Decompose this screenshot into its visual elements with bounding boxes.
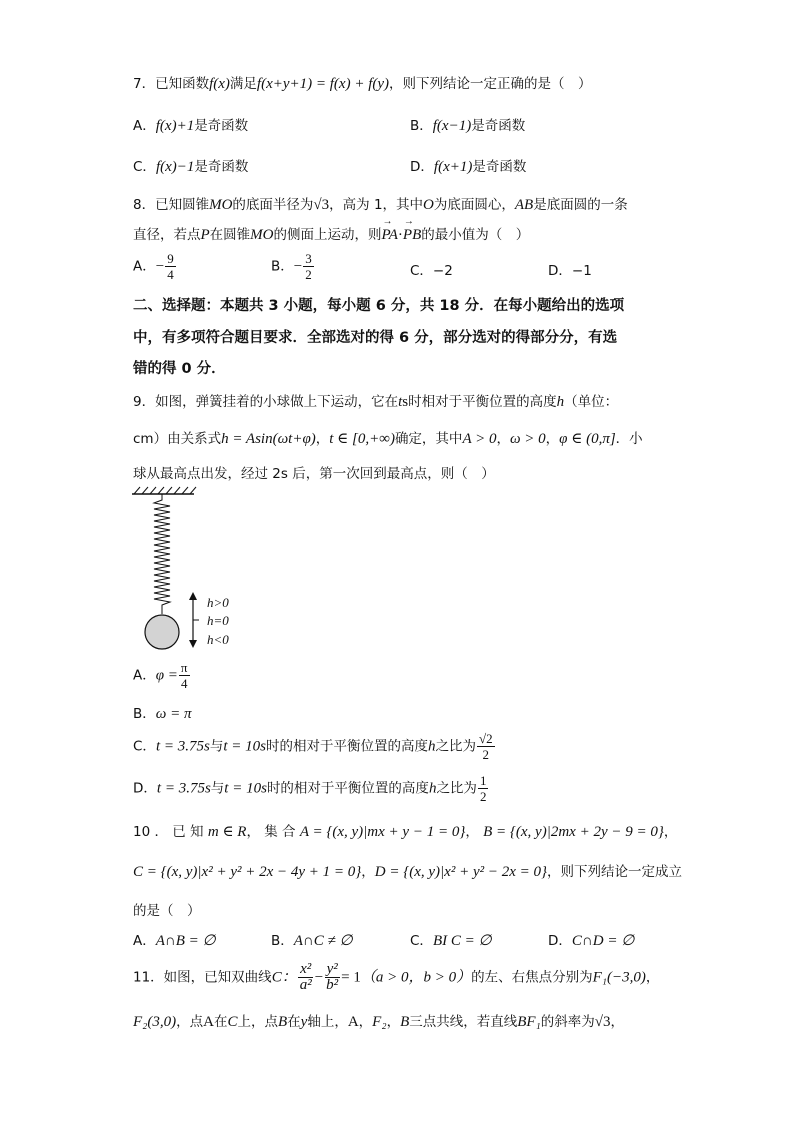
q11-text: 在 xyxy=(213,1014,228,1030)
q10-option-d[interactable] xyxy=(548,929,634,950)
q11-point: A xyxy=(203,1014,214,1030)
q8-radius: √3 xyxy=(313,197,330,213)
spring-coil xyxy=(154,494,170,614)
option-label: B． xyxy=(410,118,433,134)
q7-option-b[interactable] xyxy=(410,114,525,135)
q11-stem-line-2 xyxy=(133,1010,624,1031)
option-label: A． xyxy=(133,667,156,684)
q9-text: ， xyxy=(496,431,510,447)
option-fraction xyxy=(303,251,314,282)
arrow-up-head xyxy=(189,592,197,600)
section-2-heading-line-1: 二、选择题：本题共 3 小题，每小题 6 分，共 18 分．在每小题给出的选项 xyxy=(133,298,625,314)
q7-equation: f(x+y+1) = f(x) + f(y) xyxy=(256,76,390,92)
option-label: D． xyxy=(133,780,157,797)
option-math: f(x+1) xyxy=(433,159,473,175)
q11-text: 在 xyxy=(287,1014,301,1030)
option-math: A∩B = ∅ xyxy=(155,933,216,949)
q9-text: ， xyxy=(315,431,330,447)
option-math: φ = xyxy=(155,667,178,684)
q10-set-d: D = {(x, y)|x² + y² − 2x = 0} xyxy=(374,864,548,880)
q11-text: ， xyxy=(645,969,660,986)
option-text: 时的相对于平衡位置的高度 xyxy=(266,780,429,797)
fraction-numerator: y² xyxy=(326,961,338,977)
q7-function: f(x) xyxy=(209,76,230,92)
fraction-numerator: x² xyxy=(300,961,312,977)
option-math: h xyxy=(428,780,437,797)
label-h-negative: h<0 xyxy=(207,632,229,647)
q11-text: ， xyxy=(386,1014,401,1030)
q11-fraction-y xyxy=(324,962,340,993)
q11-focus-left: F₁(−3,0) xyxy=(592,969,646,986)
section-2-heading-line-3: 错的得 0 分． xyxy=(133,361,226,377)
q8-text: 为底面圆心， xyxy=(433,197,515,213)
q11-slope: √3 xyxy=(594,1014,611,1030)
option-label: B． xyxy=(133,706,156,722)
q7-stem-text-3: ，则下列结论一定正确的是（ ） xyxy=(389,76,592,92)
q11-point: B xyxy=(277,1014,288,1030)
q9-option-a[interactable] xyxy=(133,660,191,691)
q10-text: ， 集 合 xyxy=(246,824,296,840)
q11-focus-right: F₂(3,0) xyxy=(133,1014,177,1030)
q8-cone-label: MO xyxy=(209,197,233,213)
fraction-denominator: a² xyxy=(299,977,312,993)
q11-axis: y xyxy=(300,1014,308,1030)
spring-ball-figure xyxy=(128,486,248,656)
option-label: A． xyxy=(133,933,156,949)
q9-text: cm）由关系式 xyxy=(133,431,222,447)
q9-text: （单位： xyxy=(564,394,619,410)
fraction-numerator: 3 xyxy=(305,251,312,266)
option-sign: − xyxy=(293,258,303,275)
q11-focus: F₂ xyxy=(372,1014,387,1030)
q11-minus: − xyxy=(314,969,324,986)
option-math: t = 3.75s xyxy=(156,780,211,797)
q8-option-a[interactable] xyxy=(133,251,177,282)
option-label: A． xyxy=(133,118,156,134)
q11-fraction-x xyxy=(298,962,314,993)
q8-point: P xyxy=(200,227,210,243)
option-label: C． xyxy=(133,159,156,175)
q9-option-d[interactable] xyxy=(133,773,489,804)
q8-text: 是底面圆的一条 xyxy=(533,197,628,213)
q9-condition: φ ∈ (0,π] xyxy=(559,431,616,447)
option-math: ω = π xyxy=(155,706,192,722)
q7-stem-text-2: 满足 xyxy=(229,76,257,92)
fraction-numerator: 1 xyxy=(479,773,487,788)
option-sign: − xyxy=(155,258,165,275)
arrow-down-head xyxy=(189,640,197,648)
q10-stem-line-1 xyxy=(133,820,677,841)
q11-condition: （a > 0，b > 0） xyxy=(360,969,472,986)
q11-stem-line-1 xyxy=(133,962,659,993)
option-math: t = 3.75s xyxy=(155,738,210,755)
option-text: 是奇函数 xyxy=(471,118,526,134)
q10-stem-line-3: 的是（ ） xyxy=(133,903,201,919)
option-text: 是奇函数 xyxy=(194,118,249,134)
q8-text: 直径，若点 xyxy=(133,227,201,243)
q10-text: ，则下列结论一定成立 xyxy=(547,864,683,880)
option-math: f(x−1) xyxy=(432,118,472,134)
q8-diameter: AB xyxy=(514,197,534,213)
q7-stem-text: 7．已知函数 xyxy=(133,76,210,92)
option-math: C∩D = ∅ xyxy=(571,933,635,949)
q8-text: 在圆锥 xyxy=(209,227,251,243)
option-text: 与 xyxy=(209,738,224,755)
option-fraction xyxy=(478,773,489,804)
q11-text: ，点 xyxy=(176,1014,204,1030)
q8-center: O xyxy=(423,197,434,213)
q7-option-c[interactable] xyxy=(133,155,248,176)
option-math: BI C = ∅ xyxy=(432,933,492,949)
q8-dot: · xyxy=(397,227,403,243)
option-text: 是奇函数 xyxy=(194,159,249,175)
q11-text: ， xyxy=(358,1014,373,1030)
q11-text: 轴上， xyxy=(307,1014,348,1030)
q8-text: 8．已知圆锥 xyxy=(133,197,210,213)
q10-text: ， xyxy=(361,864,375,880)
q11-point: A xyxy=(347,1014,359,1030)
q10-text: ， xyxy=(663,824,678,840)
q10-set-b: B = {(x, y)|2mx + 2y − 9 = 0} xyxy=(483,824,664,840)
q8-option-b[interactable] xyxy=(271,251,315,282)
q11-text: 的左、右焦点分别为 xyxy=(471,969,593,986)
q9-option-c[interactable] xyxy=(133,731,496,762)
q9-text: 9．如图，弹簧挂着的小球做上下运动，它在 xyxy=(133,394,399,410)
q9-condition: ω > 0 xyxy=(509,431,546,447)
q9-option-b[interactable] xyxy=(133,702,192,723)
option-text: 是奇函数 xyxy=(472,159,527,175)
option-label: B． xyxy=(271,933,294,949)
q10-set-a: A = {(x, y)|mx + y − 1 = 0} xyxy=(299,824,466,840)
q11-equals: = 1 xyxy=(341,969,361,986)
q9-condition: A > 0 xyxy=(462,431,497,447)
q7-option-d[interactable] xyxy=(410,155,526,176)
q11-line: BF₁ xyxy=(517,1014,541,1030)
q9-domain: t ∈ [0,+∞) xyxy=(329,431,395,447)
q8-text: 的底面半径为 xyxy=(232,197,314,213)
label-h-zero: h=0 xyxy=(207,613,229,628)
q9-text: 时相对于平衡位置的高度 xyxy=(408,394,557,410)
q8-text: 的最小值为（ ） xyxy=(421,227,530,243)
option-text: D．−1 xyxy=(548,263,592,279)
option-fraction xyxy=(179,660,190,691)
q9-stem-line-2 xyxy=(133,427,643,448)
option-text: C．−2 xyxy=(410,263,453,279)
fraction-denominator: 2 xyxy=(305,267,312,282)
q8-text: 的侧面上运动，则 xyxy=(273,227,382,243)
q9-text: 确定，其中 xyxy=(394,431,463,447)
q8-option-d[interactable] xyxy=(548,259,592,279)
q11-curve: C： xyxy=(271,969,297,986)
option-fraction xyxy=(477,731,495,762)
q7-option-a[interactable] xyxy=(133,114,248,135)
option-label: C． xyxy=(410,933,433,949)
option-label: A． xyxy=(133,258,156,275)
q8-stem-line-1 xyxy=(133,193,628,214)
q9-stem-line-1 xyxy=(133,390,618,411)
q7-stem xyxy=(133,72,592,93)
fraction-denominator: b² xyxy=(326,977,339,993)
q11-text: 三点共线，若直线 xyxy=(409,1014,518,1030)
fraction-denominator: 2 xyxy=(479,789,487,804)
label-h-positive: h>0 xyxy=(207,595,229,610)
q8-text: ，高为 1，其中 xyxy=(329,197,424,213)
q10-option-a[interactable] xyxy=(133,929,216,950)
fraction-numerator: π xyxy=(180,660,188,675)
q11-text: ， xyxy=(610,1014,625,1030)
q10-text: 10 ． 已 知 xyxy=(133,824,204,840)
option-text: 时的相对于平衡位置的高度 xyxy=(265,738,428,755)
q9-stem-line-3: 球从最高点出发，经过 2s 后，第一次回到最高点，则（ ） xyxy=(133,466,495,482)
q8-vector-pb: → PB xyxy=(403,227,421,244)
fraction-denominator: 4 xyxy=(180,676,188,691)
option-text: 之比为 xyxy=(435,738,476,755)
section-2-heading-line-2: 中，有多项符合题目要求．全部选对的得 6 分，部分选对的得部分分，有选 xyxy=(133,330,618,346)
q10-option-b[interactable] xyxy=(271,929,353,950)
ceiling-hatching xyxy=(134,487,196,494)
q9-text: ．小 xyxy=(615,431,643,447)
q10-stem-line-2 xyxy=(133,860,682,881)
option-label: B． xyxy=(271,258,294,275)
fraction-numerator: 9 xyxy=(167,251,174,266)
fraction-denominator: 2 xyxy=(482,747,490,762)
option-label: D． xyxy=(410,159,434,175)
option-math: f(x)−1 xyxy=(155,159,195,175)
q8-option-c[interactable] xyxy=(410,259,453,279)
q10-option-c[interactable] xyxy=(410,929,492,950)
option-math: h xyxy=(427,738,436,755)
q9-variable: t xyxy=(398,394,403,410)
q9-variable: h xyxy=(556,394,565,410)
q11-point: B xyxy=(400,1014,410,1030)
q8-stem-line-2 xyxy=(133,223,529,244)
option-math: t = 10s xyxy=(223,738,266,755)
ball xyxy=(145,615,179,649)
q10-text: ， xyxy=(465,824,479,840)
q11-text: 的斜率为 xyxy=(540,1014,595,1030)
option-fraction xyxy=(165,251,176,282)
option-math: A∩C ≠ ∅ xyxy=(293,933,353,949)
q10-math: m ∈ R xyxy=(207,824,247,840)
q8-vector-pa: → PA xyxy=(382,227,398,244)
option-text: 之比为 xyxy=(436,780,477,797)
option-text: 与 xyxy=(210,780,225,797)
q9-unit: s xyxy=(402,394,409,410)
option-math: f(x)+1 xyxy=(155,118,195,134)
q9-formula: h = Asin(ωt+φ) xyxy=(221,431,316,447)
option-label: D． xyxy=(548,933,572,949)
fraction-denominator: 4 xyxy=(167,267,174,282)
q10-set-c: C = {(x, y)|x² + y² + 2x − 4y + 1 = 0} xyxy=(133,864,362,880)
option-label: C． xyxy=(133,738,156,755)
q11-text: 11．如图，已知双曲线 xyxy=(133,969,272,986)
option-math: t = 10s xyxy=(224,780,267,797)
q9-text: ， xyxy=(545,431,560,447)
q11-text: 上，点 xyxy=(237,1014,278,1030)
q8-cone-label: MO xyxy=(250,227,274,243)
q11-curve: C xyxy=(227,1014,238,1030)
fraction-numerator: √2 xyxy=(478,731,493,746)
